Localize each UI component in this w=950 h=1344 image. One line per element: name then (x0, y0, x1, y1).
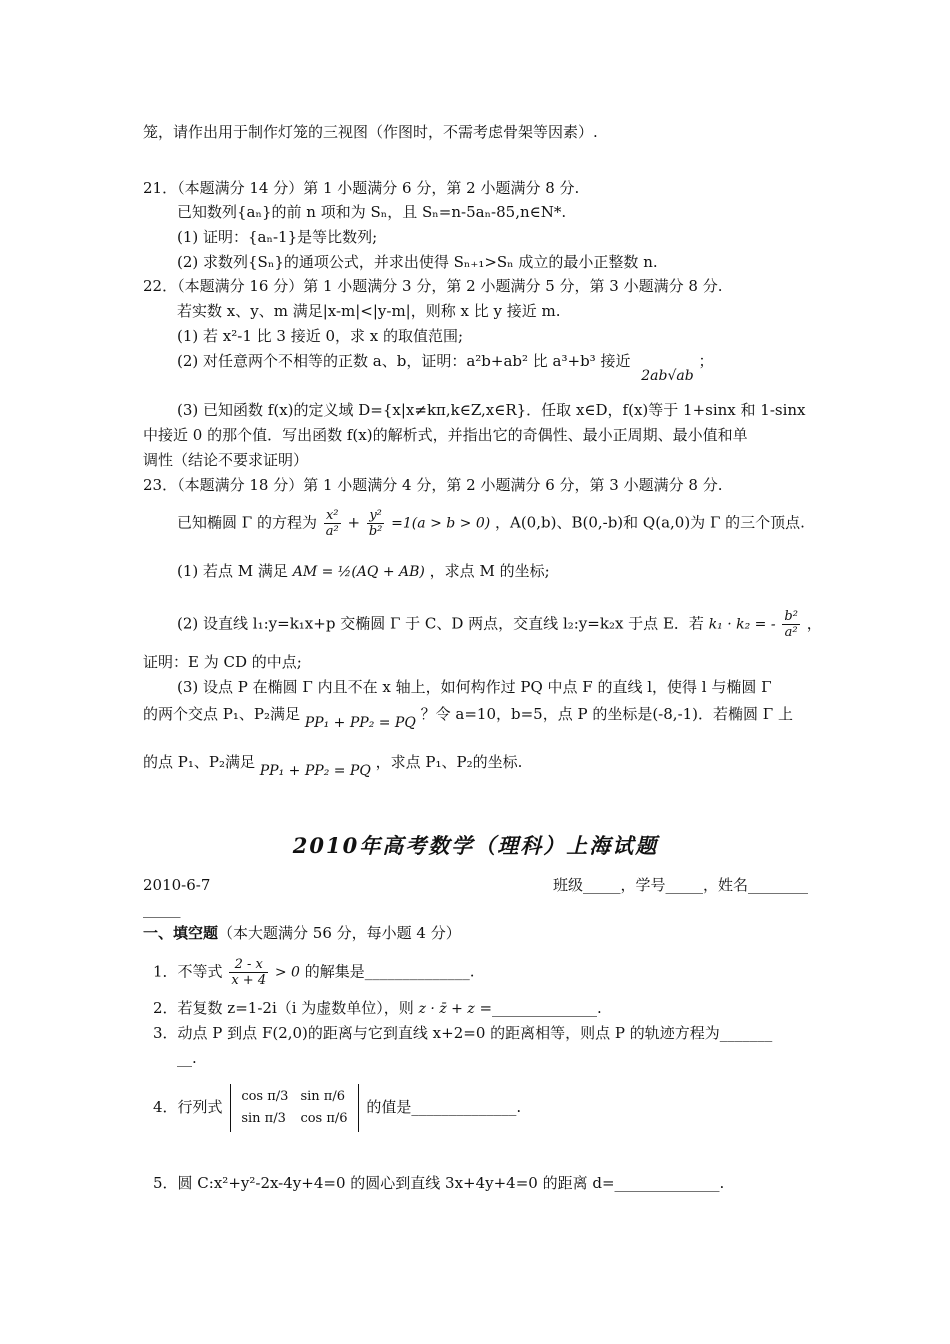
det-cell-11: cos π/3 (241, 1089, 289, 1104)
fill-q1-frac-den: x + 4 (231, 973, 267, 988)
q23-frac-y (367, 508, 385, 539)
q22-part2-formula: 2ab√ab (641, 368, 694, 384)
fill-q3-line2: __. (177, 1049, 197, 1067)
q23-part2-formula: k₁ · k₂ = - (708, 616, 776, 633)
fill-q2-a: 2．若复数 z=1-2i（i 为虚数单位），则 (153, 999, 414, 1017)
q22-part2-end: ； (698, 352, 714, 370)
q23-part3-formula-2: PP₁ + PP₂ = PQ (259, 763, 371, 779)
q23-part1-a: (1) 若点 M 满足 (177, 562, 288, 580)
q23-part3-line2 (143, 703, 793, 731)
fill-q1 (153, 957, 475, 988)
q23-frac-x-den: a² (325, 524, 339, 539)
q22-stem: 若实数 x、y、m 满足|x-m|<|y-m|，则称 x 比 y 接近 m. (177, 302, 561, 320)
det-cell-22: cos π/6 (300, 1111, 348, 1126)
q23-part2-line2: 证明：E 为 CD 的中点; (143, 653, 302, 671)
q22-part3-line2: 中接近 0 的那个值．写出函数 f(x)的解析式，并指出它的奇偶性、最小正周期、最小值和单 (143, 426, 748, 444)
exam-title: 2010年高考数学（理科）上海试题 (292, 833, 659, 858)
q23-part3-line2-a: 的两个交点 P₁、P₂满足 (143, 705, 300, 723)
q23-part1 (177, 560, 550, 583)
q22-part3-line3: 调性（结论不要求证明） (143, 451, 309, 469)
fill-q1-a: 1．不等式 (153, 962, 223, 981)
det-cell-21: sin π/3 (241, 1111, 286, 1126)
fill-q1-frac (229, 957, 268, 988)
fill-q1-gt: > 0 (274, 964, 300, 981)
q23-part2 (177, 609, 822, 640)
continued-line: 笼，请作出用于制作灯笼的三视图（作图时，不需考虑骨架等因素）. (143, 123, 598, 141)
q23-frac-x (324, 508, 341, 539)
q23-heading: 23．（本题满分 18 分）第 1 小题满分 4 分，第 2 小题满分 6 分，第 3 小题满分 8 分. (143, 476, 723, 494)
q23-stem (177, 508, 805, 539)
fill-q4-a: 4．行列式 (153, 1098, 223, 1116)
q23-part3-line3-b: ，求点 P₁、P₂的坐标. (375, 753, 523, 771)
section-1-heading (143, 922, 461, 944)
q23-frac-x-num: x² (324, 508, 341, 524)
q21-part2: (2) 求数列{Sₙ}的通项公式，并求出使得 Sₙ₊₁>Sₙ 成立的最小正整数 n. (177, 253, 658, 271)
fill-q2 (153, 997, 602, 1020)
q22-heading: 22．（本题满分 16 分）第 1 小题满分 3 分，第 2 小题满分 5 分，第 3 小题满分 8 分. (143, 277, 723, 295)
q22-part2 (177, 350, 714, 384)
q23-frac-y-num: y² (367, 508, 385, 524)
q23-part3-line1: (3) 设点 P 在椭圆 Γ 内且不在 x 轴上，如何构作过 PQ 中点 F 的直线 l，使得 l 与椭圆 Γ (177, 678, 772, 696)
fill-q5: 5．圆 C:x²+y²-2x-4y+4=0 的圆心到直线 3x+4y+4=0 的距离 d=______________. (153, 1174, 725, 1192)
q23-part2-end: ， (806, 614, 822, 633)
q21-part1: (1) 证明：{aₙ-1}是等比数列; (177, 228, 378, 246)
q23-stem-cond: =1(a > b > 0) (391, 515, 491, 532)
section-1-note: （本大题满分 56 分，每小题 4 分） (218, 924, 461, 942)
fill-q4-determinant (230, 1084, 358, 1132)
q23-part1-formula: AM = ½(AQ + AB) (292, 564, 425, 580)
q23-part3-formula: PP₁ + PP₂ = PQ (304, 715, 416, 731)
fill-q1-b: 的解集是______________. (304, 962, 475, 981)
q23-part1-b: ，求点 M 的坐标; (429, 562, 550, 580)
fill-q2-formula: z · z̄ + z (418, 1001, 475, 1017)
fill-q3-line1: 3．动点 P 到点 F(2,0)的距离与它到直线 x+2=0 的距离相等，则点 P 的轨迹方程为_______ (153, 1024, 773, 1042)
q23-frac-y-den: b² (368, 524, 383, 539)
q22-part3-line1: (3) 已知函数 f(x)的定义域 D={x|x≠kπ,k∈Z,x∈R}．任取 x∈D，f(x)等于 1+sinx 和 1-sinx (177, 401, 806, 419)
q21-stem: 已知数列{aₙ}的前 n 项和为 Sₙ，且 Sₙ=n-5aₙ-85,n∈N*. (177, 203, 567, 221)
q23-part3-line2-b: ？令 a=10，b=5，点 P 的坐标是(-8,-1)．若椭圆 Γ 上 (420, 705, 793, 723)
student-info-tail: _____ (143, 900, 181, 918)
student-info-fields: 班级_____，学号_____，姓名________ (552, 876, 808, 894)
q23-part2-a: (2) 设直线 l₁:y=k₁x+p 交椭圆 Γ 于 C、D 两点，交直线 l₂:y=k₂x 于点 E．若 (177, 614, 704, 633)
q23-part2-frac-den: a² (784, 625, 798, 640)
q22-part2-text: (2) 对任意两个不相等的正数 a、b，证明：a²b+ab² 比 a³+b³ 接近 (177, 352, 631, 370)
section-1-label: 一、填空题 (143, 924, 219, 942)
q23-part3-line3 (143, 751, 523, 779)
fill-q2-b: =______________. (479, 999, 602, 1017)
exam-date: 2010-6-7 (143, 876, 211, 894)
fill-q4-b: 的值是______________. (366, 1098, 522, 1116)
q23-part2-frac (782, 609, 800, 640)
fill-q4 (153, 1084, 521, 1132)
q23-stem-plus: + (347, 513, 361, 532)
determinant-table (235, 1086, 353, 1130)
q21-heading: 21．（本题满分 14 分）第 1 小题满分 6 分，第 2 小题满分 8 分. (143, 179, 580, 197)
fill-q1-frac-num: 2 - x (229, 957, 268, 973)
q23-part2-frac-num: b² (784, 609, 798, 624)
q23-stem-b: ，A(0,b)、B(0,-b)和 Q(a,0)为 Γ 的三个顶点. (495, 513, 805, 532)
det-cell-12: sin π/6 (300, 1089, 345, 1104)
q22-part1: (1) 若 x²-1 比 3 接近 0，求 x 的取值范围; (177, 327, 464, 345)
q23-part3-line3-a: 的点 P₁、P₂满足 (143, 753, 255, 771)
q23-stem-a: 已知椭圆 Γ 的方程为 (177, 513, 317, 532)
